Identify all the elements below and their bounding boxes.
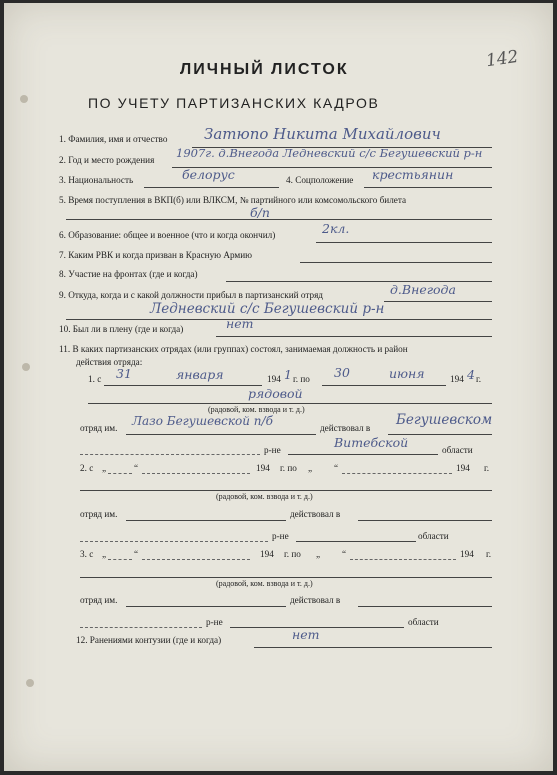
p2-position-hint: (радовой, ком. взвода и т. д.) xyxy=(216,492,313,501)
p3-region-label: области xyxy=(408,617,439,627)
p2-acted-label: действовал в xyxy=(290,509,341,519)
p3-from-line xyxy=(108,559,132,560)
q1-label: 1. Фамилия, имя и отчество xyxy=(59,134,168,144)
q5-underline xyxy=(66,219,492,220)
p3-quote-close: “ xyxy=(134,549,139,559)
document-subtitle: ПО УЧЕТУ ПАРТИЗАНСКИХ КАДРОВ xyxy=(88,95,380,111)
q4-underline xyxy=(364,187,492,188)
personal-sheet xyxy=(4,3,553,771)
p1-day-from: 31 xyxy=(116,366,132,381)
q5-value: б/п xyxy=(250,205,270,220)
p2-region-underline xyxy=(296,541,416,542)
p2-quote-close: “ xyxy=(134,463,139,473)
p3-position-underline xyxy=(80,577,492,578)
p2-year-prefix: 194 xyxy=(256,463,270,473)
p2-prefix: 2. с xyxy=(80,463,94,473)
q6-underline xyxy=(316,242,492,243)
p2-district-label: р-не xyxy=(272,531,289,541)
p3-prefix: 3. с xyxy=(80,549,94,559)
p3-to-label: г. по xyxy=(284,549,301,559)
q9-underline-1 xyxy=(384,301,492,302)
p1-district-line xyxy=(80,454,260,455)
q6-label: 6. Образование: общее и военное (что и когда окончил) xyxy=(59,230,276,240)
p1-district-label: р-не xyxy=(264,445,281,455)
q7-label: 7. Каким РВК и когда призван в Красную Армию xyxy=(59,250,253,260)
q4-value: крестьянин xyxy=(372,167,454,182)
p1-detachment-label: отряд им. xyxy=(80,423,118,433)
p1-region-underline xyxy=(288,454,438,455)
q3-label: 3. Национальность xyxy=(59,175,134,185)
q9-underline-2 xyxy=(66,319,492,320)
q1-value: Затюпо Никита Михайлович xyxy=(204,125,441,143)
p2-region-label: области xyxy=(418,531,449,541)
punch-hole xyxy=(22,363,30,371)
p1-position: рядовой xyxy=(248,386,303,401)
q8-label: 8. Участие на фронтах (где и когда) xyxy=(59,269,198,279)
p3-detachment-underline xyxy=(126,606,286,607)
p1-region-label: области xyxy=(442,445,473,455)
p2-to-label: г. по xyxy=(280,463,297,473)
p1-g: г. xyxy=(476,374,482,384)
p1-year-from-prefix: 194 xyxy=(267,374,281,384)
p1-acted-label: действовал в xyxy=(320,423,371,433)
punch-hole xyxy=(20,95,28,103)
document-title: ЛИЧНЫЙ ЛИСТОК xyxy=(180,61,349,78)
q12-label: 12. Ранениями контузии (где и когда) xyxy=(76,635,222,645)
p3-district-label: р-не xyxy=(206,617,223,627)
q2-label: 2. Год и место рождения xyxy=(59,155,155,165)
q11-label-1: 11. В каких партизанских отрядах (или группах) состоял, занимаемая должность и район xyxy=(59,344,408,354)
p2-to-line xyxy=(342,473,452,474)
p3-year-to-prefix: 194 xyxy=(460,549,474,559)
p1-year-from: 1 xyxy=(284,367,292,382)
p2-quote-open: „ xyxy=(102,463,107,473)
p3-district-line xyxy=(80,627,202,628)
p1-detachment: Лазо Бегушевской п/б xyxy=(132,414,273,428)
q12-underline xyxy=(254,647,492,648)
p2-acted-underline xyxy=(358,520,492,521)
p3-month-line xyxy=(142,559,250,560)
p1-year-to-prefix: 194 xyxy=(450,374,464,384)
p1-to-label: г. по xyxy=(293,374,310,384)
q5-label: 5. Время поступления в ВКП(б) или ВЛКСМ, № партийного или комсомольского билета xyxy=(59,195,407,205)
p3-to-quote-open: „ xyxy=(316,549,321,559)
p2-detachment-underline xyxy=(126,520,286,521)
q11-label-2: действия отряда: xyxy=(76,357,143,367)
p1-prefix: 1. с xyxy=(88,374,102,384)
q10-value: нет xyxy=(226,316,254,331)
p2-district-line xyxy=(80,541,268,542)
p3-acted-underline xyxy=(358,606,492,607)
q12-value: нет xyxy=(292,627,320,642)
p3-to-quote-close: “ xyxy=(342,549,347,559)
p3-g: г. xyxy=(486,549,492,559)
punch-hole xyxy=(26,679,34,687)
q3-underline xyxy=(144,187,279,188)
p2-to-quote-open: „ xyxy=(308,463,313,473)
p2-month-line xyxy=(142,473,250,474)
p1-to-underline xyxy=(322,385,446,386)
p2-to-quote-close: “ xyxy=(334,463,339,473)
q4-label: 4. Соцположение xyxy=(286,175,354,185)
p3-position-hint: (радовой, ком. взвода и т. д.) xyxy=(216,579,313,588)
p1-position-underline xyxy=(88,403,492,404)
p1-year-to: 4 xyxy=(467,367,475,382)
p2-g: г. xyxy=(484,463,490,473)
p1-position-hint: (радовой, ком. взвода и т. д.) xyxy=(208,405,305,414)
q9-label: 9. Откуда, когда и с какой должности прибыл в партизанский отряд xyxy=(59,290,323,300)
p1-day-to: 30 xyxy=(334,365,350,380)
q9-value-1: д.Внегода xyxy=(390,282,456,297)
q10-label: 10. Был ли в плену (где и когда) xyxy=(59,324,184,334)
p1-month-from: января xyxy=(176,367,224,382)
p2-from-line xyxy=(108,473,132,474)
q7-underline xyxy=(300,262,492,263)
p1-month-to: июня xyxy=(389,366,425,381)
p3-quote-open: „ xyxy=(102,549,107,559)
p3-year-prefix: 194 xyxy=(260,549,274,559)
q6-value: 2кл. xyxy=(322,221,350,236)
p3-acted-label: действовал в xyxy=(290,595,341,605)
p2-position-underline xyxy=(80,490,492,491)
p1-detachment-underline xyxy=(126,434,316,435)
q3-value: белорус xyxy=(182,167,235,182)
q9-value-2: Ледневский с/с Бегушевский р-н xyxy=(150,301,385,317)
p2-year-to-prefix: 194 xyxy=(456,463,470,473)
p1-from-underline xyxy=(104,385,262,386)
p2-detachment-label: отряд им. xyxy=(80,509,118,519)
p1-region: Витебской xyxy=(334,435,409,450)
p3-detachment-label: отряд им. xyxy=(80,595,118,605)
q10-underline xyxy=(216,336,492,337)
q2-value: 1907г. д.Внегода Ледневский с/с Бегушевский р-н xyxy=(176,146,483,160)
archive-number: 142 xyxy=(484,46,520,72)
p1-acted: Бегушевском xyxy=(396,412,493,428)
p3-to-line xyxy=(350,559,456,560)
